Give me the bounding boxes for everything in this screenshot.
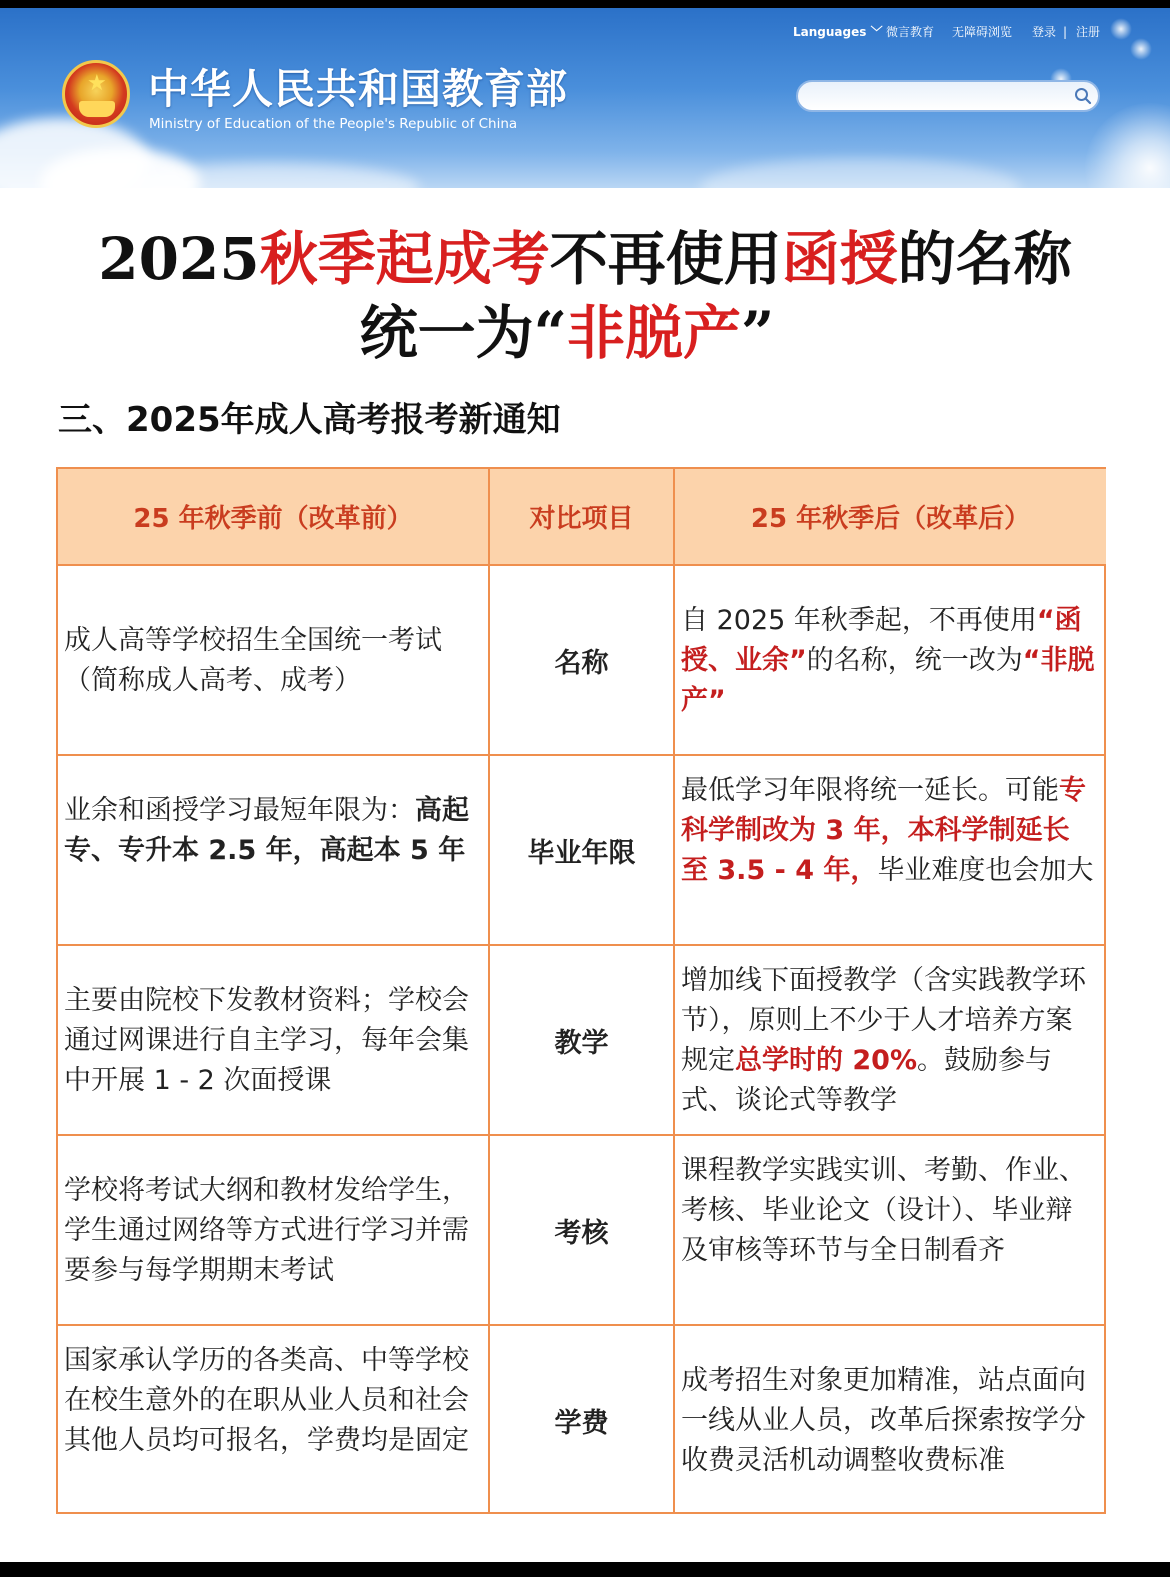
dandelion-decoration [1085,103,1170,188]
headline-red-text: 函授 [781,225,898,293]
item-label: 毕业年限 [527,837,636,869]
bottom-black-strip [0,1562,1170,1577]
text-span: 的名称，统一改为 [806,645,1023,676]
cell-text: 国家承认学历的各类高、中等学校在校生意外的在职从业人员和社会其他人员均可报名，学费均是固定 [64,1345,469,1456]
cell-text [64,791,478,871]
cell-text [681,601,1096,721]
header-label: 25 年秋季前（改革前） [133,504,413,534]
ministry-name-en: Ministry of Education of the People's Republic of China [149,116,518,132]
table-row-before [58,1136,490,1326]
item-label: 名称 [554,647,609,679]
table-header-after [675,469,1106,566]
headline-year: 2025 [98,225,260,293]
header-label: 对比项目 [529,504,634,534]
table-row-before [58,946,490,1136]
table-row-after [675,1136,1106,1326]
link-separator: | [1063,25,1068,39]
item-label: 教学 [554,1027,609,1059]
table-row-after [675,756,1106,946]
ministry-name-cn[interactable]: 中华人民共和国教育部 [148,65,568,113]
text-span: 最低学习年限将统一延长。可能 [681,775,1059,806]
headline-line-1 [0,224,1170,294]
emblem-base [79,101,115,117]
header-label: 25 年秋季后（改革后） [750,504,1031,534]
headline-text: 的名称 [897,225,1072,293]
top-black-strip [0,0,1170,8]
cloud-decoration [700,158,1020,188]
table-row-after [675,946,1106,1136]
highlight-span: “非脱产” [681,645,1095,716]
cell-text: 成考招生对象更加精准，站点面向一线从业人员，改革后探索按学分收费灵活机动调整收费标准 [681,1365,1086,1476]
table-row-after [675,566,1106,756]
ministry-header-banner [0,8,1170,188]
table-row-before [58,756,490,946]
accessibility-link[interactable]: 无障碍浏览 [952,25,1013,39]
text-span: 。鼓励参与式、谈论式等教学 [681,1045,1053,1116]
seed-decoration [1130,38,1152,60]
table-row-after [675,1326,1106,1514]
table-row-item [490,1136,675,1326]
headline-red-text: 秋季起成考 [259,225,550,293]
login-link[interactable]: 登录 [1032,25,1057,39]
cell-text: 成人高等学校招生全国统一考试（简称成人高考、成考） [64,625,442,696]
register-link[interactable]: 注册 [1076,25,1101,39]
table-row-item [490,756,675,946]
cell-text: 主要由院校下发教材资料；学校会通过网课进行自主学习，每年会集中开展 1 - 2 次面授课 [64,985,469,1096]
cell-text [681,771,1096,891]
text-span: 自 2025 年秋季起，不再使用 [681,605,1037,636]
table-row-before [58,566,490,756]
cell-text: 学校将考试大纲和教材发给学生，学生通过网络等方式进行学习并需要参与每学期期末考试 [64,1175,469,1286]
headline-line-2 [0,298,1152,368]
highlight-span: “函授、业余” [681,605,1082,676]
bold-span: 高起专、专升本 2.5 年，高起本 5 年 [64,795,469,866]
table-row-item [490,566,675,756]
languages-link[interactable]: Languages ﹀ [793,25,883,39]
cell-text [681,961,1096,1121]
headline-text: 不再使用 [549,225,782,293]
section-title: 三、2025年成人高考报考新通知 [58,400,561,440]
highlight-span: 总学时的 20% [735,1045,918,1076]
table-header-item [490,469,675,566]
table-row-item [490,1326,675,1514]
seed-decoration [1110,18,1132,40]
weibo-link[interactable]: 微言教育 [886,25,935,39]
text-span: 毕业难度也会加大 [877,855,1094,886]
item-label: 考核 [554,1217,609,1249]
national-emblem-icon[interactable] [62,60,130,128]
text-span: 增加线下面授教学（含实践教学环节），原则上不少于人才培养方案规定 [681,965,1086,1076]
headline-text: 统一为“ [359,299,567,367]
table-header-before [58,469,490,566]
headline-red-text: 非脱产 [566,299,741,367]
table-row-before [58,1326,490,1514]
search-input[interactable] [796,80,1100,112]
item-label: 学费 [554,1407,609,1439]
highlight-span: 专科学制改为 3 年，本科学制延长至 3.5 - 4 年， [681,775,1086,886]
headline-text: ” [741,299,775,367]
comparison-table [56,467,1106,1514]
cell-text: 课程教学实践实训、考勤、作业、考核、毕业论文（设计）、毕业辩及审核等环节与全日制看齐 [681,1155,1086,1266]
table-row-item [490,946,675,1136]
search-icon[interactable] [1074,87,1092,105]
text-span: 业余和函授学习最短年限为： [64,795,415,826]
star-icon: ★ [87,71,107,96]
